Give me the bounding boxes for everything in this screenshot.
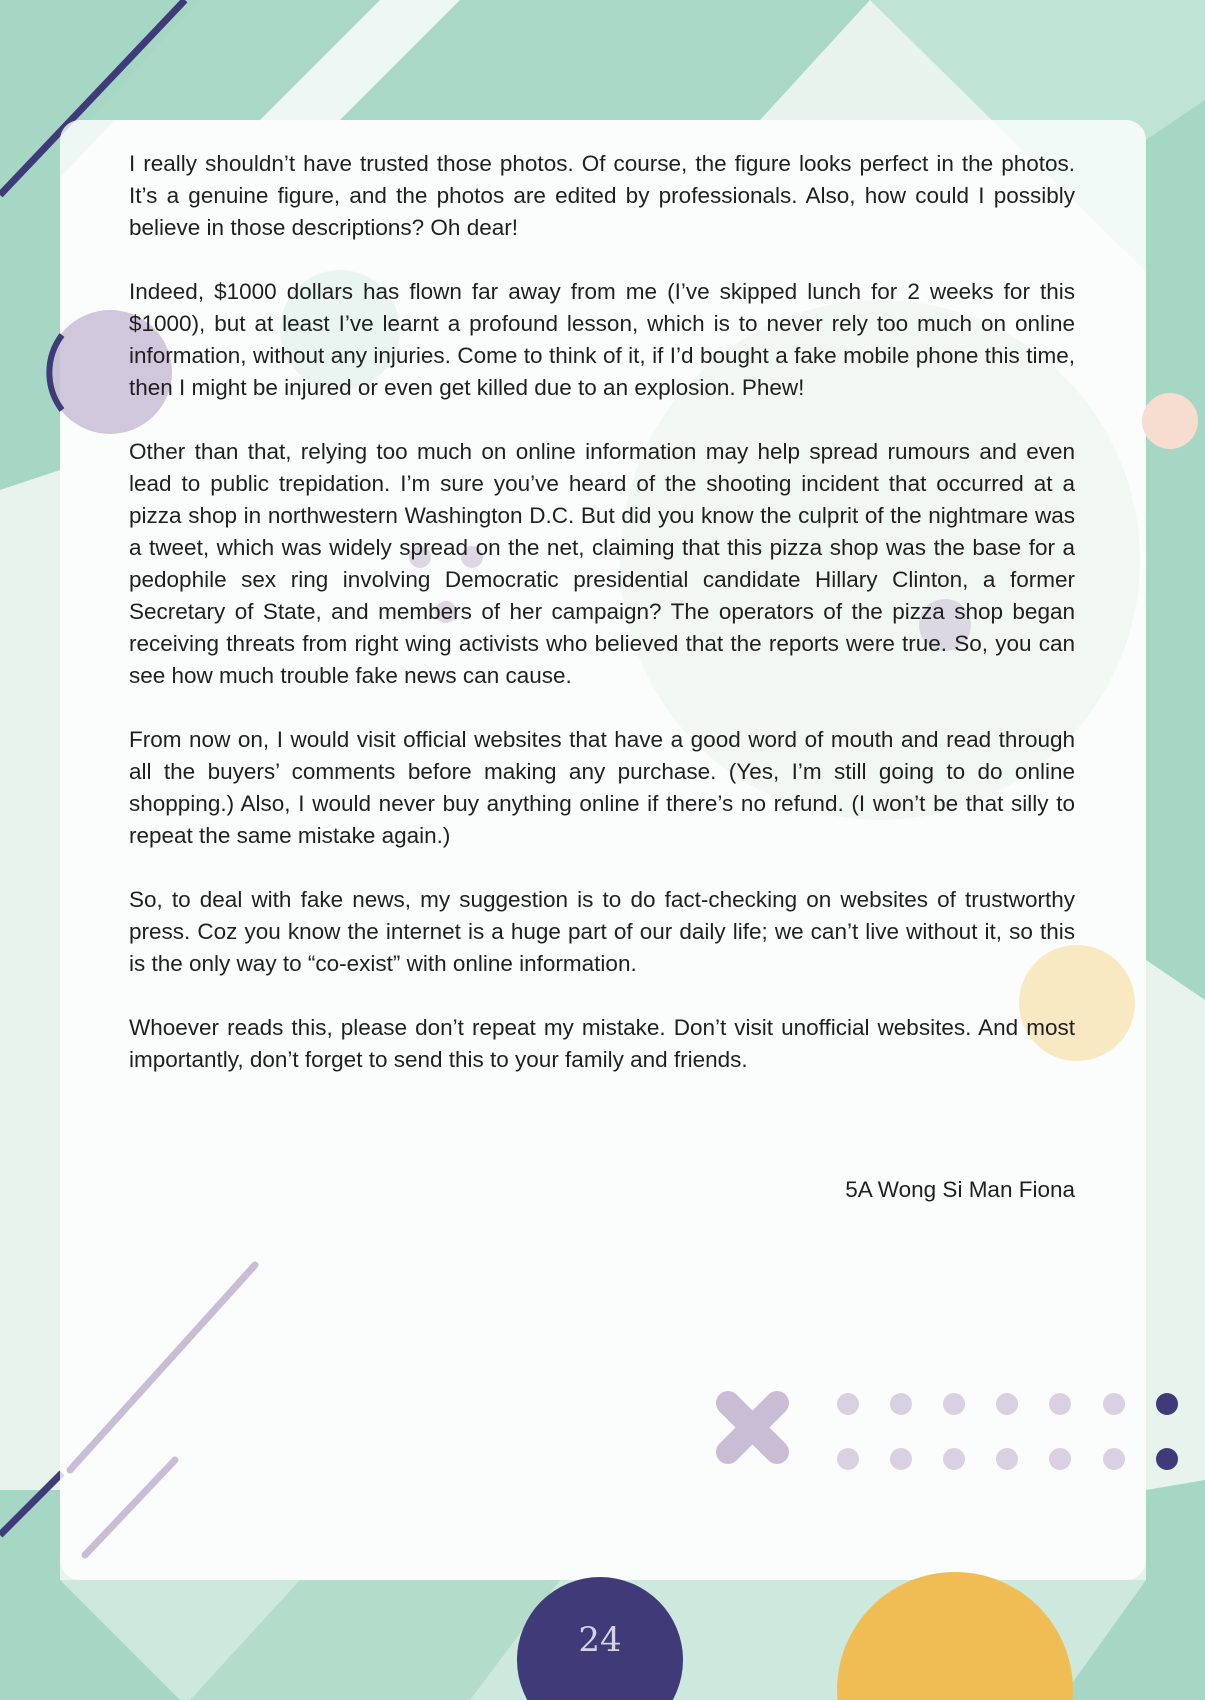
dot-grid <box>837 1393 1178 1470</box>
page-number: 24 <box>578 1620 622 1660</box>
paragraph: Indeed, $1000 dollars has flown far away from me (I’ve skipped lunch for 2 weeks for this $1000), but at least I’ve learnt a profound lesson, which is to never rely too much on online information, without any injuries. Come to think of it, if I’d bought a fake mobile phone this time, then I might be injured or even get killed due to an explosion. Phew! <box>129 279 1075 400</box>
lilac-line-long <box>70 1265 255 1470</box>
peach-circle-right <box>1142 393 1198 449</box>
paragraph: So, to deal with fake news, my suggestion is to do fact-checking on websites of trustworthy press. Coz you know the internet is a huge part of our daily life; we can’t live without it, so this is the only way to “co-exist” with online information. <box>129 887 1075 976</box>
paragraph: Other than that, relying too much on online information may help spread rumours and even lead to public trepidation. I’m sure you’ve heard of the shooting incident that occurred at a pizza shop in northwestern Washington D.C. But did you know the culprit of the nightmare was a tweet, which was widely spread on the net, claiming that this pizza shop was the base for a pedophile sex ring involving Democratic presidential candidate Hillary Clinton, a former Secretary of State, and members of her campaign? The operators of the pizza shop began receiving threats from right wing activists who believed that the reports were true. So, you can see how much trouble fake news can cause. <box>129 439 1075 688</box>
lilac-x-shape <box>728 1403 777 1452</box>
author-signature: 5A Wong Si Man Fiona <box>845 1177 1075 1202</box>
article-body <box>129 148 1075 1108</box>
lilac-line-short <box>85 1460 175 1555</box>
paragraph: From now on, I would visit official websites that have a good word of mouth and read through all the buyers’ comments before making any purchase. (Yes, I’m still going to do online shopping.) Also, I would never buy anything online if there’s no refund. (I won’t be that silly to repeat the same mistake again.) <box>129 727 1075 848</box>
mustard-circle <box>837 1572 1073 1700</box>
paragraph: Whoever reads this, please don’t repeat my mistake. Don’t visit unofficial websites. And most importantly, don’t forget to send this to your family and friends. <box>129 1015 1075 1072</box>
paragraph: I really shouldn’t have trusted those photos. Of course, the figure looks perfect in the photos. It’s a genuine figure, and the photos are edited by professionals. Also, how could I possibly believe in those descriptions? Oh dear! <box>129 151 1075 240</box>
